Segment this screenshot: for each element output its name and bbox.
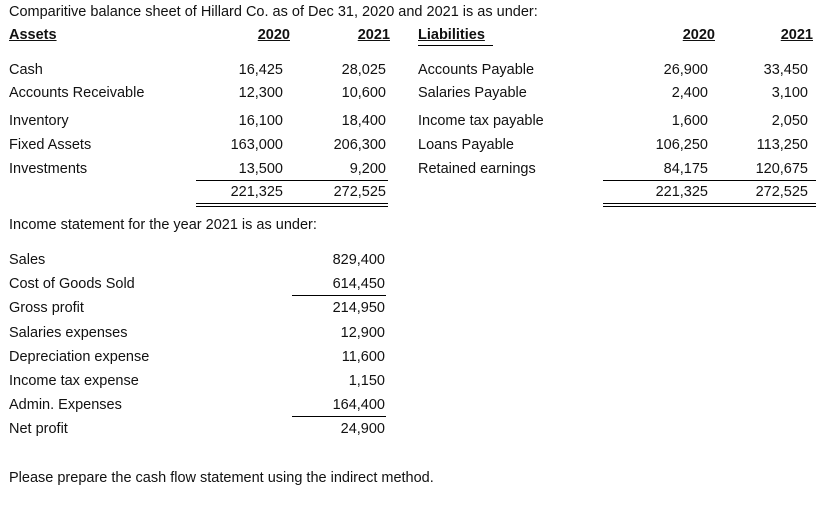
page-title: Comparitive balance sheet of Hillard Co. as of Dec 31, 2020 and 2021 is as under: [9,4,538,20]
liabilities-year-2020-header: 2020 [682,27,715,43]
income-value: 214,950 [332,300,385,316]
asset-label: Cash [9,62,43,78]
income-value: 614,450 [332,276,385,292]
instruction-text: Please prepare the cash flow statement using the indirect method. [9,470,434,486]
liabilities-header: Liabilities [418,27,485,43]
liabilities-total-2020: 221,325 [655,184,708,200]
asset-label: Inventory [9,113,69,129]
income-label: Sales [9,252,46,268]
assets-header: Assets [9,27,57,43]
liability-value-2020: 26,900 [663,62,708,78]
liabilities-total-double-rule [603,203,816,207]
income-label: Admin. Expenses [9,397,122,413]
liability-value-2021: 33,450 [763,62,808,78]
income-value: 164,400 [332,397,385,413]
income-label: Net profit [9,421,68,437]
asset-value-2021: 28,025 [341,62,386,78]
liabilities-total-top-rule [603,180,816,181]
liability-value-2020: 1,600 [671,113,708,129]
asset-value-2020: 16,100 [238,113,283,129]
assets-total-2021: 272,525 [333,184,386,200]
liability-label: Loans Payable [418,137,514,153]
income-value: 829,400 [332,252,385,268]
asset-value-2021: 18,400 [341,113,386,129]
asset-label: Accounts Receivable [9,85,145,101]
income-label: Income tax expense [9,373,139,389]
asset-value-2021: 206,300 [333,137,386,153]
liability-value-2021: 120,675 [755,161,808,177]
income-label: Gross profit [9,300,84,316]
income-value: 24,900 [340,421,385,437]
liability-label: Income tax payable [418,113,544,129]
asset-value-2021: 10,600 [341,85,386,101]
asset-value-2020: 12,300 [238,85,283,101]
liabilities-total-2021: 272,525 [755,184,808,200]
liability-value-2020: 2,400 [671,85,708,101]
liability-value-2020: 84,175 [663,161,708,177]
asset-value-2020: 16,425 [238,62,283,78]
asset-label: Fixed Assets [9,137,92,153]
income-label: Salaries expenses [9,325,128,341]
net-profit-rule [292,416,386,417]
asset-label: Investments [9,161,88,177]
assets-year-2020-header: 2020 [257,27,290,43]
asset-value-2020: 13,500 [238,161,283,177]
income-statement-title: Income statement for the year 2021 is as under: [9,217,317,233]
liability-label: Salaries Payable [418,85,527,101]
liability-value-2021: 113,250 [756,137,808,153]
income-value: 1,150 [348,373,385,389]
income-label: Cost of Goods Sold [9,276,135,292]
assets-total-top-rule [196,180,388,181]
income-label: Depreciation expense [9,349,150,365]
liability-value-2020: 106,250 [655,137,708,153]
income-value: 12,900 [340,325,385,341]
asset-value-2021: 9,200 [349,161,386,177]
assets-total-2020: 221,325 [230,184,283,200]
assets-year-2021-header: 2021 [357,27,390,43]
asset-value-2020: 163,000 [230,137,283,153]
liabilities-year-2021-header: 2021 [780,27,813,43]
liability-value-2021: 3,100 [771,85,808,101]
liability-label: Retained earnings [418,161,536,177]
liabilities-header-underline [418,45,493,46]
liability-value-2021: 2,050 [771,113,808,129]
income-value: 11,600 [341,349,385,365]
liability-label: Accounts Payable [418,62,535,78]
gross-profit-rule [292,295,386,296]
assets-total-double-rule [196,203,388,207]
